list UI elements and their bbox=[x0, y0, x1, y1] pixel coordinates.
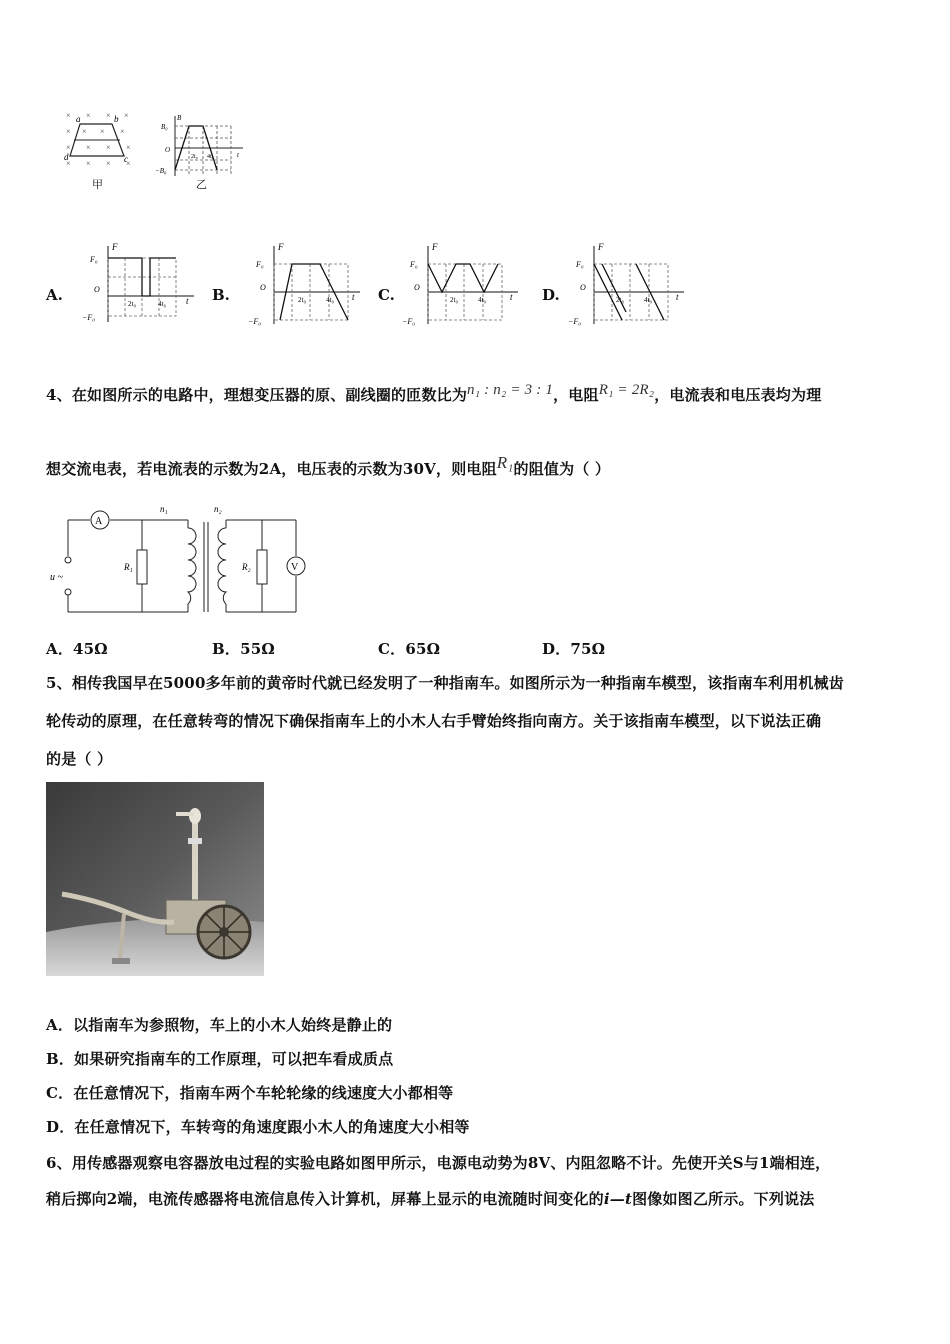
label-yi: 乙 bbox=[196, 178, 207, 191]
axis-o: O bbox=[260, 283, 266, 292]
q4-line1 bbox=[46, 384, 821, 405]
corner-b-label: b bbox=[114, 114, 119, 124]
axis-negf0: −F₀ bbox=[568, 317, 582, 326]
q5-option-b[interactable]: B．如果研究指南车的工作原理，可以把车看成质点 bbox=[46, 1050, 394, 1068]
tick-t2: 4t₀ bbox=[644, 296, 652, 304]
r2-label: R₂ bbox=[242, 562, 251, 572]
svg-text:×: × bbox=[66, 159, 71, 168]
axis-f: F bbox=[598, 242, 604, 252]
axis-o-label: O bbox=[165, 146, 171, 154]
axis-f: F bbox=[112, 242, 118, 252]
tick-t1: 2t₀ bbox=[128, 300, 136, 308]
label-jia: 甲 bbox=[92, 178, 103, 191]
svg-text:×: × bbox=[120, 127, 125, 136]
q4-option-c[interactable]: C．65Ω bbox=[378, 640, 441, 658]
q6-it: i—t bbox=[603, 1190, 633, 1208]
tick-2t0: 2t₀ bbox=[191, 154, 198, 160]
axis-negf0: −F₀ bbox=[402, 317, 416, 326]
axis-b0-label: B₀ bbox=[161, 123, 168, 131]
q4-line1-a: 4、在如图所示的电路中，理想变压器的原、副线圈的匝数比为 bbox=[46, 386, 468, 404]
q4-line2 bbox=[46, 453, 611, 479]
axis-negb0-label: −B₀ bbox=[155, 167, 167, 175]
svg-text:×: × bbox=[106, 159, 111, 168]
figure-yi-bt-graph bbox=[155, 112, 245, 182]
svg-text:×: × bbox=[82, 127, 87, 136]
svg-text:×: × bbox=[106, 143, 111, 152]
axis-f0: F₀ bbox=[256, 260, 264, 269]
tick-4t0: 4t₀ bbox=[207, 154, 214, 160]
svg-text:×: × bbox=[124, 111, 129, 120]
q6-line1: 6、用传感器观察电容器放电过程的实验电路如图甲所示，电源电动势为8V、内阻忽略不计。先使开关S与1端相连， bbox=[46, 1154, 831, 1172]
n2-label: n₂ bbox=[214, 504, 222, 514]
axis-f: F bbox=[432, 242, 438, 252]
q5-line3: 的是（ ） bbox=[46, 750, 113, 768]
ammeter-label: A bbox=[95, 516, 103, 527]
q6-line2-b: 图像如图乙所示。下列说法 bbox=[632, 1190, 815, 1208]
south-pointing-chariot-photo bbox=[46, 782, 264, 976]
axis-b-label: B bbox=[177, 114, 182, 122]
q5-option-c[interactable]: C．在任意情况下，指南车两个车轮轮缘的线速度大小都相等 bbox=[46, 1084, 454, 1102]
axis-o: O bbox=[94, 285, 100, 294]
q4-line2-b: 的阻值为（ ） bbox=[513, 460, 611, 478]
q6-line2 bbox=[46, 1188, 814, 1209]
svg-text:×: × bbox=[66, 111, 71, 120]
svg-text:×: × bbox=[66, 127, 71, 136]
q4-option-d[interactable]: D．75Ω bbox=[542, 640, 606, 658]
q4-option-b[interactable]: B．55Ω bbox=[212, 640, 275, 658]
axis-o: O bbox=[580, 283, 586, 292]
tick-t2: 4t₀ bbox=[478, 296, 486, 304]
q4-line1-b: ，电阻 bbox=[553, 386, 599, 404]
svg-text:×: × bbox=[126, 143, 131, 152]
q4-circuit-diagram bbox=[44, 500, 314, 620]
graph-option-d-label[interactable]: D. bbox=[542, 286, 560, 304]
axis-t: t bbox=[186, 296, 189, 306]
svg-text:×: × bbox=[86, 111, 91, 120]
corner-d-label: d bbox=[64, 152, 69, 162]
corner-c-label: c bbox=[124, 154, 128, 164]
n1-label: n₁ bbox=[160, 504, 168, 514]
corner-a-label: a bbox=[76, 114, 81, 124]
tick-t2: 4t₀ bbox=[326, 296, 334, 304]
axis-t: t bbox=[676, 292, 679, 302]
q4-resist: R₁ = 2R₂ bbox=[598, 382, 655, 398]
q5-option-d[interactable]: D．在任意情况下，车转弯的角速度跟小木人的角速度大小相等 bbox=[46, 1118, 470, 1136]
svg-text:×: × bbox=[86, 159, 91, 168]
svg-text:×: × bbox=[106, 111, 111, 120]
axis-f0: F₀ bbox=[410, 260, 418, 269]
svg-text:×: × bbox=[66, 143, 71, 152]
graph-option-c-label[interactable]: C. bbox=[378, 286, 395, 304]
axis-f0: F₀ bbox=[576, 260, 584, 269]
axis-t: t bbox=[352, 292, 355, 302]
graph-option-a[interactable] bbox=[80, 240, 198, 326]
q5-option-a[interactable]: A．以指南车为参照物，车上的小木人始终是静止的 bbox=[46, 1016, 393, 1034]
graph-option-b[interactable] bbox=[246, 240, 364, 326]
svg-text:×: × bbox=[100, 127, 105, 136]
r1-label: R₁ bbox=[124, 562, 133, 572]
graph-option-c[interactable] bbox=[400, 240, 524, 326]
tick-t1: 2t₀ bbox=[616, 296, 624, 304]
q4-r1: R₁ bbox=[496, 453, 514, 472]
axis-o: O bbox=[414, 283, 420, 292]
axis-f0: F₀ bbox=[90, 255, 98, 264]
graph-option-b-label[interactable]: B. bbox=[212, 286, 230, 304]
axis-negf0: −F₀ bbox=[248, 317, 262, 326]
tick-t1: 2t₀ bbox=[450, 296, 458, 304]
tick-t1: 2t₀ bbox=[298, 296, 306, 304]
graph-option-a-label[interactable]: A. bbox=[46, 286, 63, 304]
svg-text:×: × bbox=[126, 159, 131, 168]
q4-option-a[interactable]: A．45Ω bbox=[46, 640, 108, 658]
axis-f: F bbox=[278, 242, 284, 252]
voltmeter-label: V bbox=[291, 562, 299, 573]
graph-option-d[interactable] bbox=[566, 240, 690, 326]
axis-negf0: −F₀ bbox=[82, 313, 96, 322]
axis-t-label: t bbox=[237, 151, 239, 159]
tick-t2: 4t₀ bbox=[158, 300, 166, 308]
q4-line1-c: ，电流表和电压表均为理 bbox=[654, 386, 822, 404]
axis-t: t bbox=[510, 292, 513, 302]
q6-line2-a: 稍后掷向2端，电流传感器将电流信息传入计算机，屏幕上显示的电流随时间变化的 bbox=[46, 1190, 604, 1208]
q5-line1: 5、相传我国早在5000多年前的黄帝时代就已经发明了一种指南车。如图所示为一种指南车模型，该指南车利用机械齿 bbox=[46, 674, 844, 692]
source-label: u ~ bbox=[50, 572, 63, 583]
svg-text:×: × bbox=[86, 143, 91, 152]
q4-line2-a: 想交流电表，若电流表的示数为2A，电压表的示数为30V，则电阻 bbox=[46, 460, 497, 478]
q5-line2: 轮传动的原理，在任意转弯的情况下确保指南车上的小木人右手臂始终指向南方。关于该指南车模型，以下说法正确 bbox=[46, 712, 822, 730]
q4-ratio: n₁ : n₂ = 3 : 1 bbox=[467, 382, 554, 398]
